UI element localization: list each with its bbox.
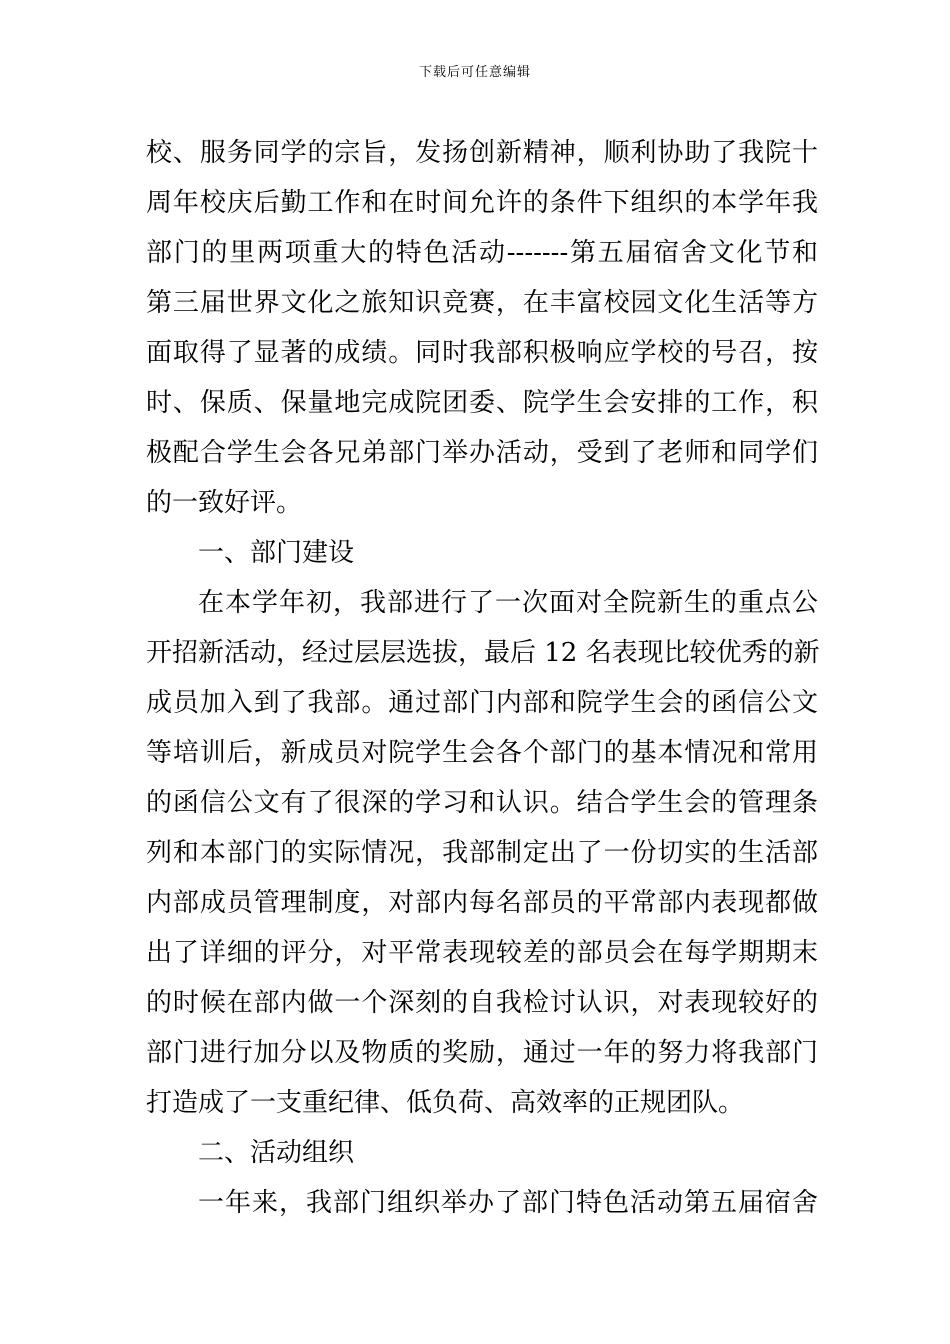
text-line: 开招新活动，经过层层选拔，最后 12 名表现比较优秀的新 [146,638,820,668]
text-line: 打造成了一支重纪律、低负荷、高效率的正规团队。 [146,1088,745,1118]
header-note: 下载后可任意编辑 [418,65,531,80]
text-line: 成员加入到了我部。通过部门内部和院学生会的函信公文 [146,688,818,718]
text-line: 列和本部门的实际情况，我部制定出了一份切实的生活部 [146,838,818,868]
text-line: 一年来，我部门组织举办了部门特色活动第五届宿舍 [198,1188,818,1218]
text-line: 时、保质、保量地完成院团委、院学生会安排的工作，积 [146,388,818,418]
text-line: 校、服务同学的宗旨，发扬创新精神，顺利协助了我院十 [146,138,818,168]
text-line: 面取得了显著的成绩。同时我部积极响应学校的号召，按 [146,338,818,368]
text-line: 部门进行加分以及物质的奖励，通过一年的努力将我部门 [146,1038,818,1068]
text-line: 的一致好评。 [146,488,303,518]
text-line: 在本学年初，我部进行了一次面对全院新生的重点公 [198,588,818,618]
text-line: 一、部门建设 [198,538,355,568]
text-line: 内部成员管理制度，对部内每名部员的平常部内表现都做 [146,888,818,918]
text-line: 二、活动组织 [198,1138,355,1168]
document-body [146,128,818,1228]
text-line: 出了详细的评分，对平常表现较差的部员会在每学期期末 [146,938,818,968]
text-line: 周年校庆后勤工作和在时间允许的条件下组织的本学年我 [146,188,818,218]
text-line: 等培训后，新成员对院学生会各个部门的基本情况和常用 [146,738,818,768]
text-line: 的函信公文有了很深的学习和认识。结合学生会的管理条 [146,788,818,818]
text-line: 极配合学生会各兄弟部门举办活动，受到了老师和同学们 [146,438,818,468]
text-line: 第三届世界文化之旅知识竞赛，在丰富校园文化生活等方 [146,288,818,318]
text-line: 的时候在部内做一个深刻的自我检讨认识，对表现较好的 [146,988,818,1018]
text-line: 部门的里两项重大的特色活动-------第五届宿舍文化节和 [146,238,818,268]
